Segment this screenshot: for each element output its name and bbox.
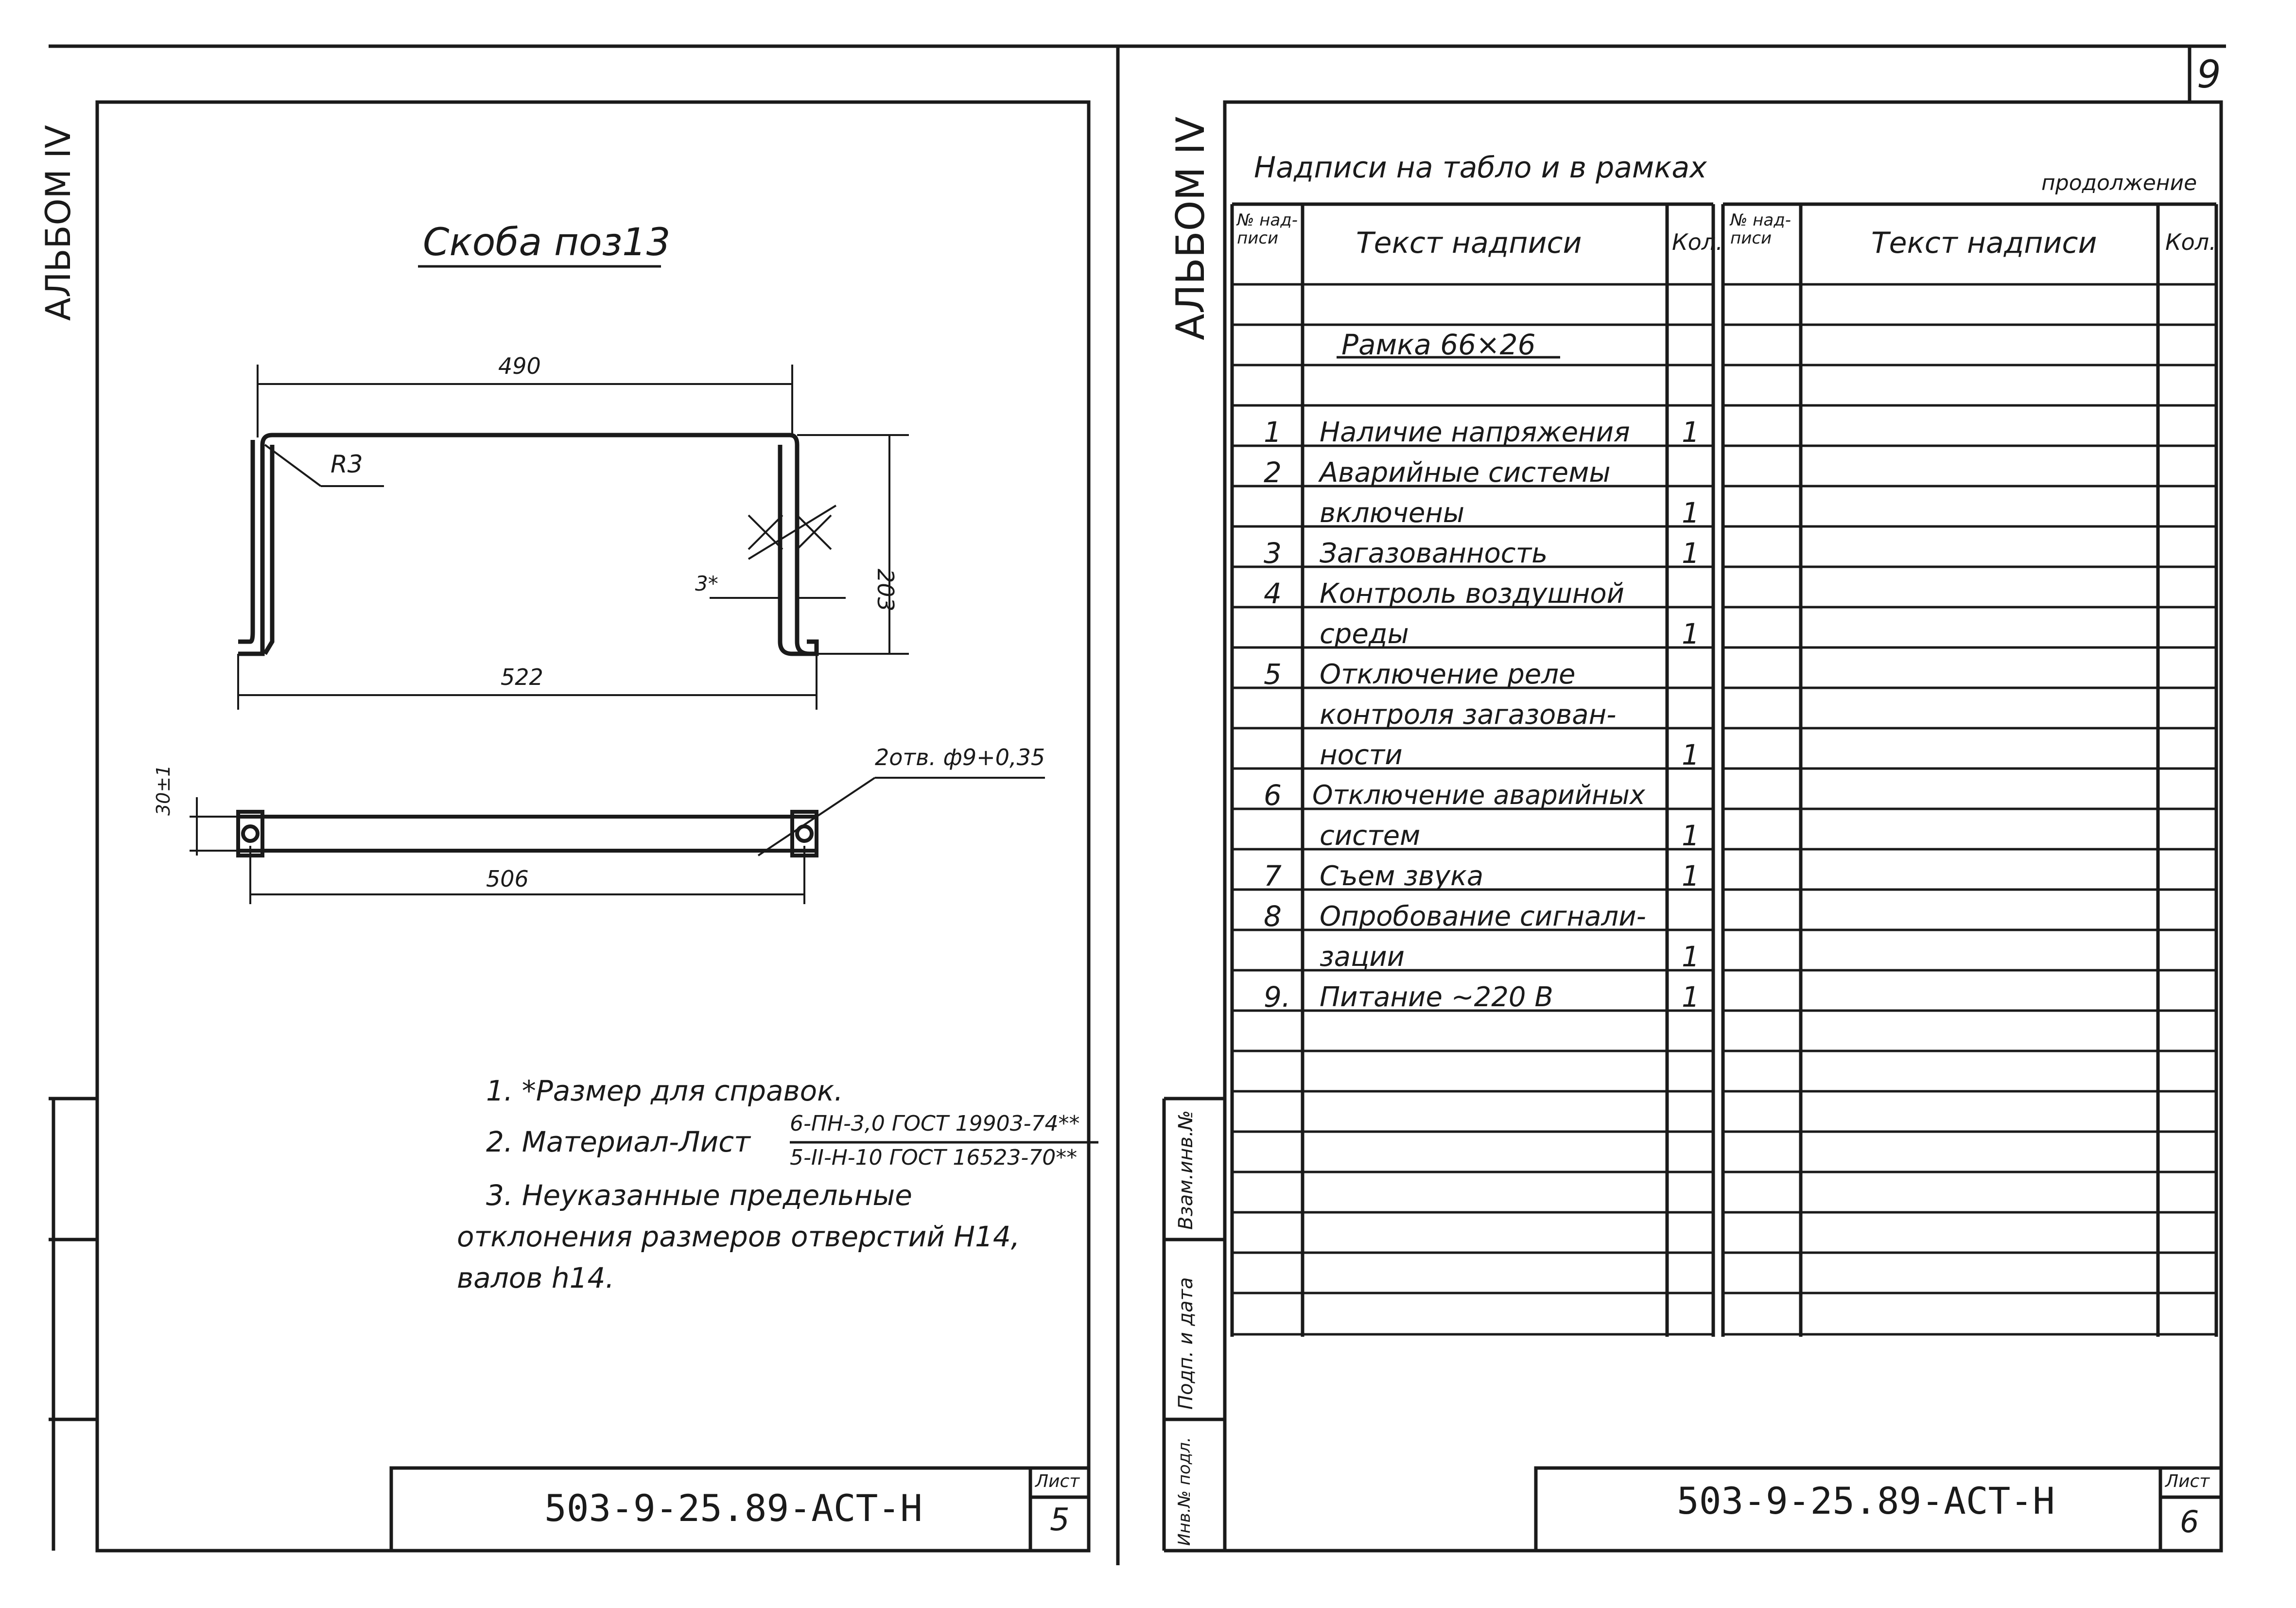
row-num: 9. — [1264, 980, 1291, 1014]
frame-title: Рамка 66×26 — [1341, 328, 1536, 361]
stamp-sign: Подп. и дата — [1175, 1277, 1197, 1410]
row-kol: 1 — [1682, 416, 1700, 449]
row-kol: 1 — [1682, 940, 1700, 973]
row-text: включены — [1320, 497, 1465, 529]
row-text: Отключение реле — [1320, 659, 1576, 690]
dim-height: 203 — [872, 569, 899, 612]
album-label-left: АЛЬБОМ IV — [38, 125, 78, 321]
page-number: 9 — [2197, 53, 2221, 97]
row-kol: 1 — [1682, 819, 1700, 852]
row-text: среды — [1320, 618, 1409, 650]
sheet-label-right: Лист — [2165, 1471, 2210, 1491]
row-kol: 1 — [1682, 617, 1700, 650]
row-num: 1 — [1264, 416, 1282, 449]
table-heading: Надписи на табло и в рамках — [1254, 151, 1707, 185]
row-text: систем — [1320, 820, 1421, 852]
row-num: 6 — [1264, 779, 1282, 812]
row-text: Наличие напряжения — [1320, 417, 1630, 448]
row-text: Аварийные системы — [1320, 457, 1611, 489]
note-1: 1. *Размер для справок. — [486, 1074, 843, 1107]
part-title: Скоба поз13 — [423, 221, 671, 264]
note-3-line3: валов h14. — [457, 1261, 614, 1294]
note-3-line1: 3. Неуказанные предельные — [486, 1179, 912, 1212]
doc-code-left: 503-9-25.89-АСТ-Н — [544, 1486, 922, 1530]
sheet-number-right: 6 — [2180, 1504, 2199, 1539]
row-kol: 1 — [1682, 859, 1700, 892]
dim-bottom-length: 522 — [501, 664, 543, 690]
row-text: Контроль воздушной — [1320, 578, 1625, 610]
dim-radius: R3 — [330, 450, 363, 478]
row-num: 8 — [1264, 900, 1282, 933]
note-2-material-top: 6-ПН-3,0 ГОСТ 19903-74** — [790, 1111, 1080, 1136]
row-text: Питание ~220 В — [1320, 981, 1553, 1013]
strip-top-view — [238, 812, 817, 856]
header-kol-left: Кол. — [1672, 229, 1723, 255]
dim-top-length: 490 — [498, 353, 541, 379]
dim-holes: 2отв. ф9+0,35 — [875, 744, 1045, 770]
header-text-right: Текст надписи — [1871, 226, 2097, 260]
row-kol: 1 — [1682, 496, 1700, 529]
sheet-number-left: 5 — [1050, 1502, 1070, 1538]
row-text: Отключение аварийных — [1312, 780, 1645, 810]
row-num: 7 — [1264, 859, 1282, 892]
row-text: Опробование сигнали- — [1320, 901, 1646, 932]
dim-strip-width: 30±1 — [153, 765, 174, 816]
header-num-left: № над-писи — [1237, 210, 1298, 248]
table-continuation: продолжение — [2041, 171, 2197, 195]
row-kol: 1 — [1682, 980, 1700, 1014]
bracket-front-view — [238, 435, 817, 654]
row-num: 4 — [1264, 577, 1282, 610]
note-2-material-bottom: 5-II-Н-10 ГОСТ 16523-70** — [790, 1145, 1078, 1170]
note-3-line2: отклонения размеров отверстий Н14, — [457, 1220, 1020, 1253]
note-2-prefix: 2. Материал-Лист — [486, 1125, 750, 1158]
dim-thickness: 3* — [695, 572, 718, 595]
header-kol-right: Кол. — [2165, 229, 2216, 255]
doc-code-right: 503-9-25.89-АСТ-Н — [1677, 1479, 2055, 1522]
row-text: Загазованность — [1320, 538, 1548, 569]
header-num-right: № над-писи — [1730, 210, 1792, 248]
header-text-left: Текст надписи — [1356, 226, 1582, 260]
row-text: зации — [1320, 941, 1405, 973]
album-label: АЛЬБОМ IV — [1168, 116, 1213, 340]
bracket-dimensions — [238, 365, 909, 710]
row-text: Съем звука — [1320, 860, 1484, 892]
row-text: контроля загазован- — [1320, 699, 1617, 731]
row-kol: 1 — [1682, 537, 1700, 570]
row-kol: 1 — [1682, 738, 1700, 771]
dim-strip-length: 506 — [486, 866, 529, 892]
row-text: ности — [1320, 739, 1403, 771]
stamp-inv: Инв.№ подл. — [1175, 1437, 1194, 1546]
row-num: 5 — [1264, 658, 1282, 691]
sheet-label-left: Лист — [1035, 1471, 1080, 1491]
stamp-vzam: Взам.инв.№ — [1175, 1110, 1197, 1230]
row-num: 2 — [1264, 456, 1282, 489]
row-num: 3 — [1264, 537, 1282, 570]
